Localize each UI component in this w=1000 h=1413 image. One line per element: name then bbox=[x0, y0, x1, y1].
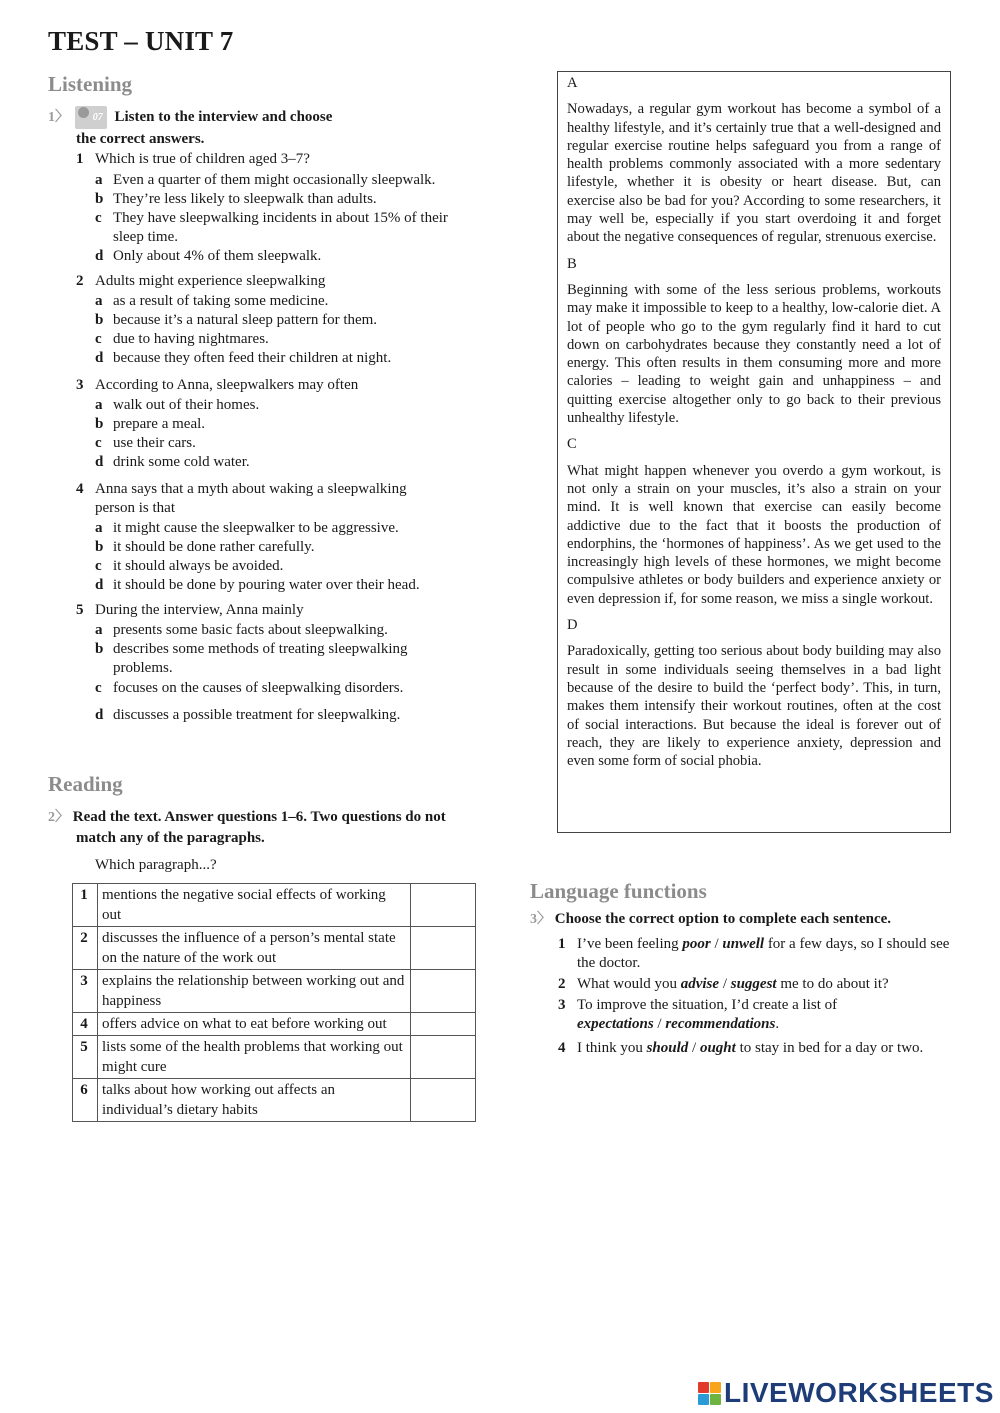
paragraph-text: Nowadays, a regular gym workout has become a symbol of a healthy lifestyle, and it’s certainly true that a well-designed and regular exercise routine helps safeguard you from a range of health problems commonly associated with a more sedentary lifestyle, whether it is obesity or heart disease. But, can exercise also be bad for you? According to some researchers, it may well be, especially if you start overdoing it and forget about the negative consequences of regular, strenuous exercise. bbox=[567, 101, 941, 246]
language-functions-heading: Language functions bbox=[530, 879, 707, 903]
option[interactable]: a walk out of their homes. bbox=[95, 397, 260, 413]
option[interactable]: b it should be done rather carefully. bbox=[95, 539, 315, 555]
option[interactable]: a Even a quarter of them might occasionally sleepwalk. bbox=[95, 172, 436, 188]
option[interactable]: a as a result of taking some medicine. bbox=[95, 293, 329, 309]
logo-block bbox=[698, 1394, 709, 1405]
exercise-number: 2〉 bbox=[48, 810, 69, 825]
option[interactable]: c They have sleepwalking incidents in about 15% of their sleep time. bbox=[95, 210, 448, 245]
option[interactable]: b describes some methods of treating sleepwalking problems. bbox=[95, 641, 408, 676]
listening-question-5: 5 During the interview, Anna mainly a presents some basic facts about sleepwalking. b describes some methods of treating sleepwalking problems. c focuses on the causes of sleepwalking disorders. d discusses a possible treatment for sleepwalking. bbox=[76, 601, 496, 725]
listening-heading: Listening bbox=[48, 72, 133, 96]
option[interactable]: d drink some cold water. bbox=[95, 454, 250, 470]
option[interactable]: a it might cause the sleepwalker to be aggressive. bbox=[95, 520, 399, 536]
option[interactable]: d Only about 4% of them sleepwalk. bbox=[95, 248, 322, 264]
reading-instruction: 2〉 Read the text. Answer questions 1–6. Two questions do not match any of the paragraphs. bbox=[48, 809, 446, 846]
paragraph-letter: C bbox=[567, 436, 577, 453]
logo-text: LIVEWORKSHEETS bbox=[724, 1377, 994, 1408]
answer-cell[interactable] bbox=[411, 1036, 476, 1079]
choice-option[interactable]: unwell bbox=[722, 936, 765, 952]
paragraph-letter: B bbox=[567, 255, 577, 272]
choice-option[interactable]: suggest bbox=[730, 976, 777, 992]
option[interactable]: b They’re less likely to sleepwalk than adults. bbox=[95, 191, 377, 207]
matching-table bbox=[72, 883, 476, 1122]
answer-cell[interactable] bbox=[411, 1079, 476, 1122]
listening-question-1: 1 Which is true of children aged 3–7? a Even a quarter of them might occasionally sleepwalk. b They’re less likely to sleepwalk than adults. c They have sleepwalking incidents in about 15% of their sleep time. d Only about 4% of them sleepwalk. bbox=[76, 150, 496, 266]
answer-cell[interactable] bbox=[411, 884, 476, 927]
listening-question-3: 3 According to Anna, sleepwalkers may often a walk out of their homes. b prepare a meal. c use their cars. d drink some cold water. bbox=[76, 376, 496, 472]
choice-option[interactable]: should bbox=[646, 1040, 689, 1056]
reading-heading: Reading bbox=[48, 772, 123, 796]
page-title: TEST – UNIT 7 bbox=[48, 26, 234, 56]
paragraph-text: Beginning with some of the less serious problems, workouts may make it impossible to keep to a healthy, low-calorie diet. A lot of people who go to the gym regularly find it hard to cut down on carbohydrates because they constantly need a lot of energy. This often results in them consuming more and more calories – leading to weight gain and unhappiness – and quitting exercise altogether only to go back to their previous unhealthy lifestyle. bbox=[567, 281, 941, 427]
option[interactable]: d discusses a possible treatment for sleepwalking. bbox=[95, 707, 401, 723]
answer-cell[interactable] bbox=[411, 1013, 476, 1036]
option[interactable]: c due to having nightmares. bbox=[95, 331, 269, 347]
table-row: 1 mentions the negative social effects of working out bbox=[73, 884, 476, 927]
table-row: 5 lists some of the health problems that working out might cure bbox=[73, 1036, 476, 1079]
answer-cell[interactable] bbox=[411, 927, 476, 970]
language-item-2: 2 What would you advise / suggest me to do about it? bbox=[558, 976, 889, 992]
table-row: 3 explains the relationship between working out and happiness bbox=[73, 970, 476, 1013]
option[interactable]: d because they often feed their children at night. bbox=[95, 350, 392, 366]
reading-prompt: Which paragraph...? bbox=[95, 857, 217, 873]
logo-block bbox=[698, 1382, 709, 1393]
option[interactable]: b prepare a meal. bbox=[95, 416, 206, 432]
logo-blocks-icon bbox=[698, 1382, 721, 1405]
paragraph-text: What might happen whenever you overdo a gym workout, is not only a strain on your muscles, it’s also a strain on your mind. It is well known that exercise can easily become addictive due to the fact that it boosts the production of endorphins, the ‘hormones of happiness’. As we get used to the increasingly high levels of these hormones, we might become compulsive athletes or body builders and experience anxiety or even depression if, for some reason, we miss a single workout. bbox=[567, 462, 941, 607]
option[interactable]: c use their cars. bbox=[95, 435, 196, 451]
table-row: 2 discusses the influence of a person’s mental state on the nature of the work out bbox=[73, 927, 476, 970]
option[interactable]: d it should be done by pouring water over their head. bbox=[95, 577, 420, 593]
option[interactable]: a presents some basic facts about sleepwalking. bbox=[95, 622, 388, 638]
option[interactable]: c focuses on the causes of sleepwalking disorders. bbox=[95, 680, 404, 696]
table-row: 6 talks about how working out affects an individual’s dietary habits bbox=[73, 1079, 476, 1122]
listening-question-4: 4 Anna says that a myth about waking a sleepwalking person is that a it might cause the sleepwalker to be aggressive. b it should be done rather carefully. c it should always be avoided. d it should be done by pouring water over their head. bbox=[76, 480, 496, 595]
choice-option[interactable]: advise bbox=[680, 976, 720, 992]
paragraph-letter: A bbox=[567, 75, 578, 91]
reading-text-box bbox=[557, 71, 951, 833]
logo-block bbox=[710, 1382, 721, 1393]
paragraph-text: Paradoxically, getting too serious about body building may also result in some individuals seeing themselves in a bad light because of the desire to build the ‘perfect body’. This, in turn, makes them intensify their workout routines, often at the cost of social interactions. But because the ideal is forever out of reach, they are likely to experience anxiety, depression and even some form of social phobia. bbox=[567, 643, 941, 770]
table-row: 4 offers advice on what to eat before working out bbox=[73, 1013, 476, 1036]
choice-option[interactable]: ought bbox=[699, 1040, 736, 1056]
liveworksheets-logo[interactable] bbox=[698, 1377, 994, 1409]
option[interactable]: c it should always be avoided. bbox=[95, 558, 284, 574]
choice-option[interactable]: poor bbox=[682, 936, 711, 952]
logo-block bbox=[710, 1394, 721, 1405]
option[interactable]: b because it’s a natural sleep pattern for them. bbox=[95, 312, 378, 328]
listening-instruction: 1〉 07 Listen to the interview and choose the correct answers. bbox=[48, 106, 488, 150]
exercise-number: 3〉 bbox=[530, 912, 551, 927]
listening-question-2: 2 Adults might experience sleepwalking a as a result of taking some medicine. b because it’s a natural sleep pattern for them. c due to having nightmares. d because they often feed their children at night. bbox=[76, 272, 496, 368]
answer-cell[interactable] bbox=[411, 970, 476, 1013]
exercise-number: 1〉 bbox=[48, 110, 69, 125]
language-item-3: 3 To improve the situation, I’d create a list of expectations / recommendations. bbox=[558, 997, 838, 1032]
language-item-1: 1 I’ve been feeling poor / unwell for a few days, so I should see the doctor. bbox=[558, 936, 950, 971]
audio-track-icon[interactable]: 07 bbox=[75, 106, 107, 129]
choice-option[interactable]: recommendations bbox=[665, 1016, 776, 1032]
language-item-4: 4 I think you should / ought to stay in bed for a day or two. bbox=[558, 1040, 924, 1056]
paragraph-letter: D bbox=[567, 617, 578, 634]
language-functions-instruction: 3〉 Choose the correct option to complete each sentence. bbox=[530, 911, 892, 927]
choice-option[interactable]: expectations bbox=[577, 1016, 654, 1032]
